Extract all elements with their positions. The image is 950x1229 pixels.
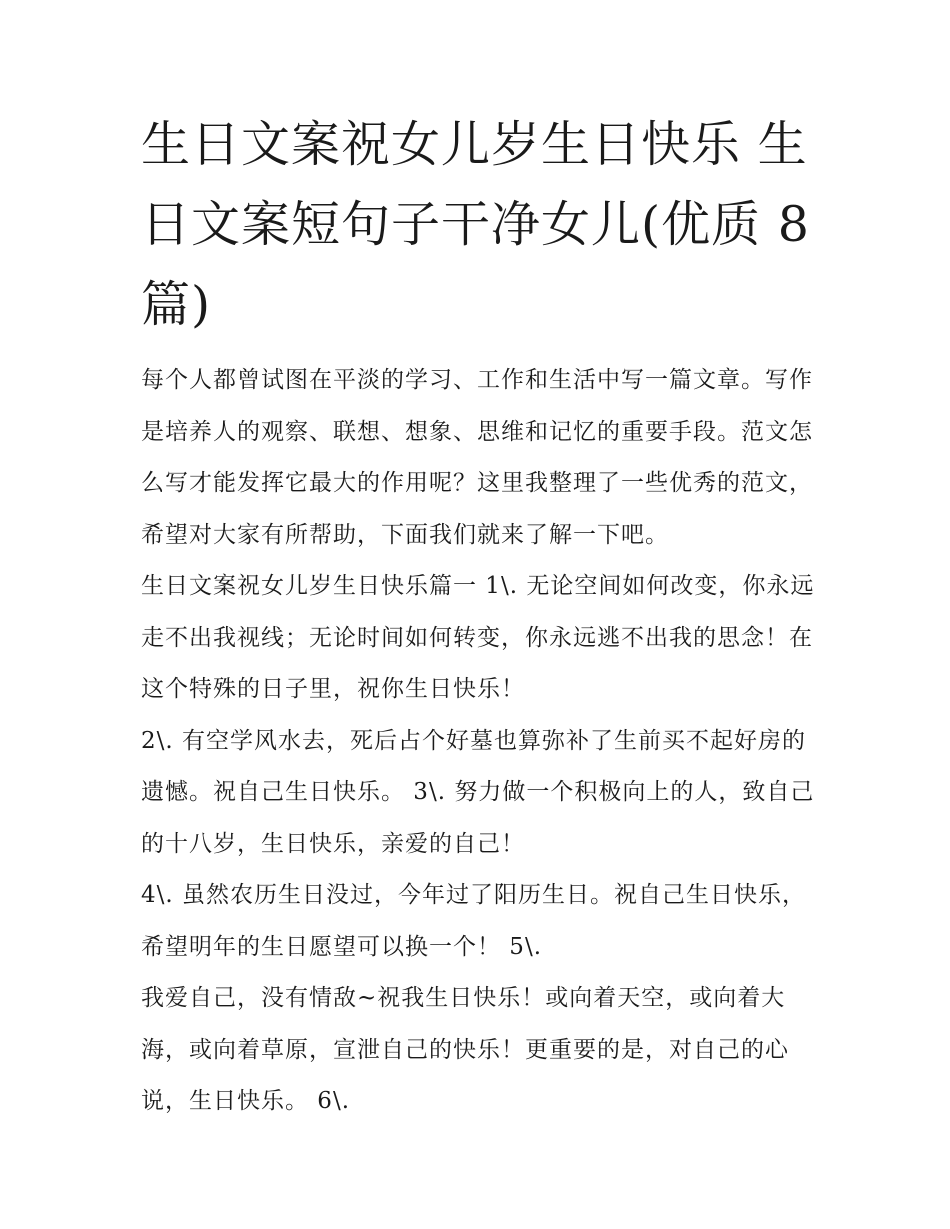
body-paragraph-1: 生日文案祝女儿岁生日快乐篇一 1\. 无论空间如何改变，你永远走不出我视线；无论时间如何转变，你永远逃不出我的思念！在这个特殊的日子里，祝你生日快乐！ bbox=[141, 573, 815, 702]
body-paragraph-3: 4\. 虽然农历生日没过，今年过了阳历生日。祝自己生日快乐，希望明年的生日愿望可以换一个！ 5\. bbox=[141, 882, 807, 960]
document-page bbox=[141, 105, 816, 1128]
intro-paragraph: 每个人都曾试图在平淡的学习、工作和生活中写一篇文章。写作是培养人的观察、联想、想象、思维和记忆的重要手段。范文怎么写才能发挥它最大的作用呢？这里我整理了一些优秀的范文，希望对大家有所帮助，下面我们就来了解一下吧。 bbox=[141, 367, 813, 548]
document-title: 生日文案祝女儿岁生日快乐 生日文案短句子干净女儿(优质 8 篇) bbox=[141, 116, 810, 333]
body-paragraph-4: 我爱自己，没有情敌~祝我生日快乐！或向着天空，或向着大海，或向着草原，宣泄自己的快乐！更重要的是，对自己的心说，生日快乐。 6\. bbox=[141, 985, 789, 1114]
body-paragraph-2: 2\. 有空学风水去，死后占个好墓也算弥补了生前买不起好房的遗憾。祝自己生日快乐。 3\. 努力做一个积极向上的人，致自己的十八岁，生日快乐，亲爱的自己！ bbox=[141, 727, 815, 857]
